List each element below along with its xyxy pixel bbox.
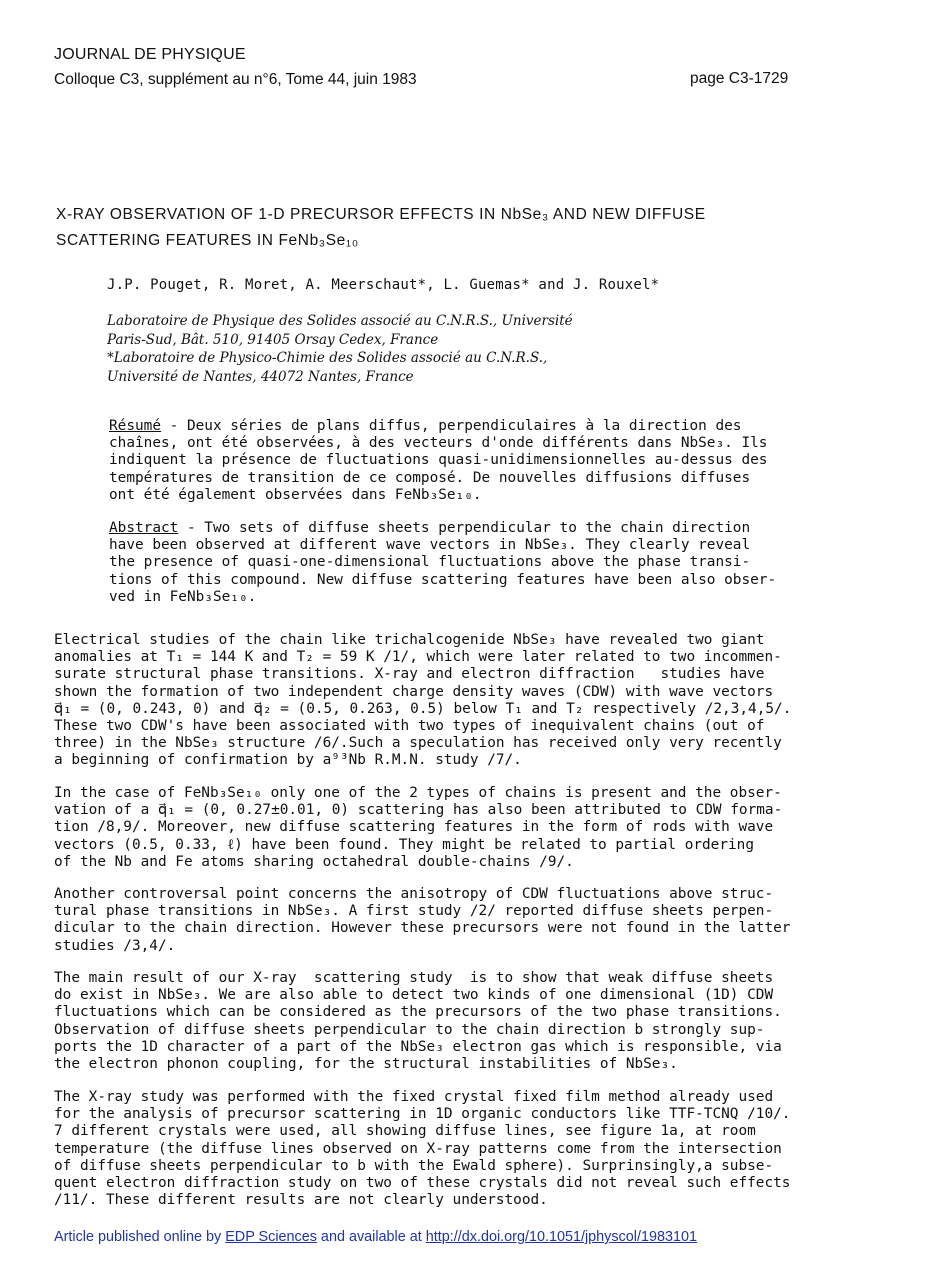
body-line: vation of a q⃗₁ = (0, 0.27±0.01, 0) scattering has also been attributed to CDW forma- bbox=[54, 802, 783, 819]
abstract-line: - Two sets of diffuse sheets perpendicular to the chain direction bbox=[178, 520, 751, 536]
resume-line: - Deux séries de plans diffus, perpendiculaires à la direction des bbox=[160, 418, 742, 434]
affiliation-line: Laboratoire de Physique des Solides associé au C.N.R.S., Université bbox=[107, 313, 573, 329]
body-line: shown the formation of two independent charge density waves (CDW) with wave vectors bbox=[54, 683, 774, 700]
abstract-section bbox=[109, 520, 809, 606]
paper-title bbox=[56, 202, 856, 254]
title-line-2: SCATTERING FEATURES IN FeNb₃Se₁₀ bbox=[56, 232, 359, 249]
body-line: vectors (0.5, 0.33, ℓ) have been found. They might be related to partial ordering bbox=[54, 836, 755, 853]
body-line: tion /8,9/. Moreover, new diffuse scattering features in the form of rods with wave bbox=[54, 819, 774, 836]
body-paragraph-1 bbox=[54, 632, 834, 770]
affiliations bbox=[107, 312, 807, 386]
footer-prefix: Article published online by bbox=[54, 1229, 226, 1245]
resume-line: chaînes, ont été observées, à des vecteurs d'onde différents dans NbSe₃. Ils bbox=[109, 435, 768, 452]
body-line: the electron phonon coupling, for the structural instabilities of NbSe₃. bbox=[54, 1056, 678, 1073]
affiliation-line: *Laboratoire de Physico-Chimie des Solides associé au C.N.R.S., bbox=[107, 350, 548, 366]
publication-footer bbox=[54, 1229, 697, 1245]
resume-label: Résumé bbox=[109, 418, 161, 434]
page-number: page C3-1729 bbox=[690, 70, 789, 87]
body-line: surate structural phase transitions. X-ray and electron diffraction studies have bbox=[54, 666, 765, 683]
abstract-line: the presence of quasi-one-dimensional fluctuations above the phase transi- bbox=[109, 554, 751, 571]
body-line: do exist in NbSe₃. We are also able to detect two kinds of one dimensional (1D) CDW bbox=[54, 987, 774, 1004]
resume-line: ont été également observées dans FeNb₃Se₁₀. bbox=[109, 486, 482, 503]
title-line-1: X-RAY OBSERVATION OF 1-D PRECURSOR EFFECTS IN NbSe₃ AND NEW DIFFUSE bbox=[56, 206, 706, 223]
body-line: of the Nb and Fe atoms sharing octahedral double-chains /9/. bbox=[54, 853, 574, 870]
body-line: fluctuations which can be considered as the precursors of the two phase transitions. bbox=[54, 1004, 782, 1021]
journal-name: JOURNAL DE PHYSIQUE bbox=[54, 46, 246, 63]
body-line: Observation of diffuse sheets perpendicular to the chain direction b strongly sup- bbox=[54, 1021, 765, 1038]
body-line: a beginning of confirmation by a⁹³Nb R.M.N. study /7/. bbox=[54, 752, 522, 769]
author-list: J.P. Pouget, R. Moret, A. Meerschaut*, L. Guemas* and J. Rouxel* bbox=[107, 277, 660, 293]
publisher-link[interactable]: EDP Sciences bbox=[225, 1229, 317, 1245]
body-line: In the case of FeNb₃Se₁₀ only one of the 2 types of chains is present and the obser- bbox=[54, 785, 782, 801]
body-line: anomalies at T₁ = 144 K and T₂ = 59 K /1/, which were later related to two incommen- bbox=[54, 649, 782, 666]
abstract-line: tions of this compound. New diffuse scattering features have been also obser- bbox=[109, 571, 777, 588]
body-line: for the analysis of precursor scattering in 1D organic conductors like TTF-TCNQ /10/. bbox=[54, 1106, 791, 1123]
affiliation-line: Paris-Sud, Bât. 510, 91405 Orsay Cedex, France bbox=[107, 331, 439, 348]
body-paragraph-4 bbox=[54, 970, 834, 1073]
body-line: /11/. These different results are not clearly understood. bbox=[54, 1192, 548, 1209]
abstract-label: Abstract bbox=[109, 520, 179, 536]
body-paragraph-2 bbox=[54, 785, 834, 871]
body-line: q⃗₁ = (0, 0.243, 0) and q⃗₂ = (0.5, 0.263, 0.5) below T₁ and T₂ respectively /2,3,4,5/. bbox=[54, 700, 792, 717]
body-line: Electrical studies of the chain like trichalcogenide NbSe₃ have revealed two giant bbox=[54, 632, 765, 648]
body-line: quent electron diffraction study on two of these crystals did not reveal such effects bbox=[54, 1175, 791, 1192]
body-line: studies /3,4/. bbox=[54, 937, 176, 954]
body-paragraph-5 bbox=[54, 1089, 834, 1209]
footer-middle: and available at bbox=[316, 1229, 426, 1245]
body-line: ports the 1D character of a part of the NbSe₃ electron gas which is responsible, via bbox=[54, 1038, 782, 1055]
colloque-info: Colloque C3, supplément au n°6, Tome 44, juin 1983 bbox=[54, 71, 417, 88]
body-paragraph-3 bbox=[54, 886, 834, 955]
affiliation-line: Université de Nantes, 44072 Nantes, France bbox=[107, 368, 414, 385]
body-line: dicular to the chain direction. However these precursors were not found in the latter bbox=[54, 920, 791, 937]
body-line: Another controversal point concerns the anisotropy of CDW fluctuations above struc- bbox=[54, 886, 774, 902]
body-line: temperature (the diffuse lines observed on X-ray patterns come from the intersection bbox=[54, 1140, 782, 1157]
doi-link[interactable]: http://dx.doi.org/10.1051/jphyscol/1983101 bbox=[425, 1229, 697, 1245]
body-line: These two CDW's have been associated with two types of inequivalent chains (out of bbox=[54, 718, 765, 735]
body-line: The main result of our X-ray scattering study is to show that weak diffuse sheets bbox=[54, 970, 774, 986]
body-line: of diffuse sheets perpendicular to b with the Ewald sphere). Surprinsingly,a subse- bbox=[54, 1157, 774, 1174]
body-line: 7 different crystals were used, all showing diffuse lines, see figure 1a, at room bbox=[54, 1123, 756, 1140]
body-line: three) in the NbSe₃ structure /6/.Such a speculation has received only very recently bbox=[54, 735, 782, 752]
body-line: The X-ray study was performed with the fixed crystal fixed film method already used bbox=[54, 1089, 774, 1105]
body-line: tural phase transitions in NbSe₃. A first study /2/ reported diffuse sheets perpen- bbox=[54, 903, 774, 920]
resume-line: températures de transition de ce composé. De nouvelles diffusions diffuses bbox=[109, 469, 751, 486]
abstract-line: ved in FeNb₃Se₁₀. bbox=[109, 588, 257, 605]
abstract-line: have been observed at different wave vectors in NbSe₃. They clearly reveal bbox=[109, 537, 751, 554]
resume-line: indiquent la présence de fluctuations quasi-unidimensionnelles au-dessus des bbox=[109, 452, 768, 469]
resume-section bbox=[109, 418, 809, 504]
